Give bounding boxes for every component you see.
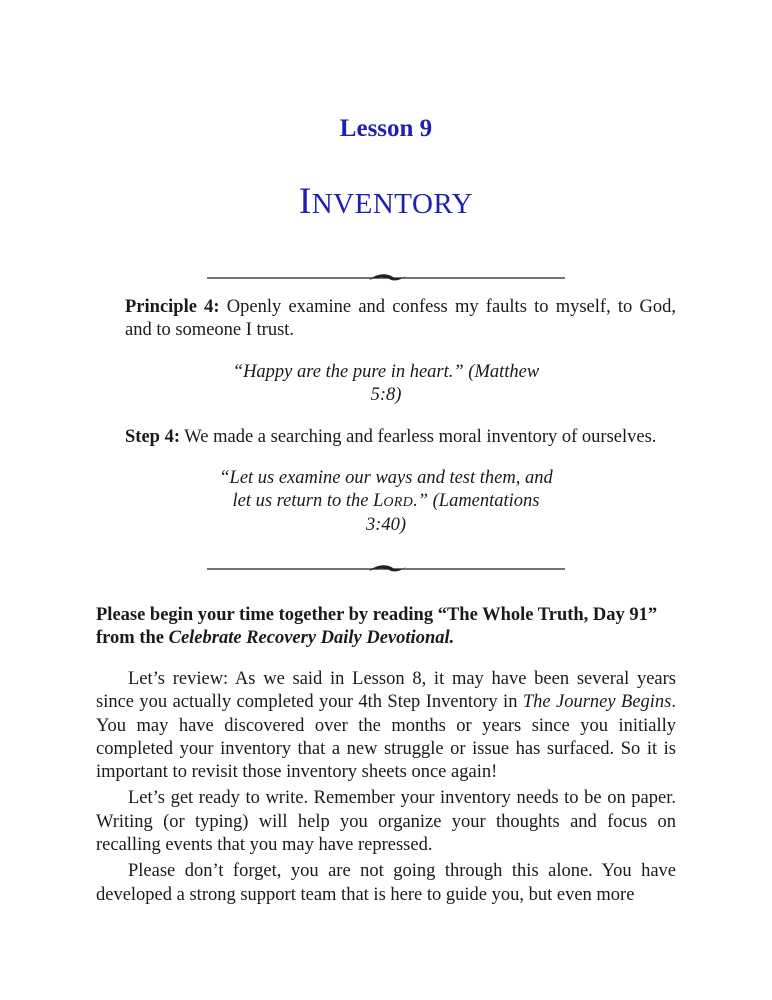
page-title [0, 180, 772, 223]
reading-instruction [96, 604, 676, 650]
quote2-lord-smallcaps: ORD [383, 495, 414, 510]
step-text: We made a searching and fearless moral inventory of ourselves. [180, 427, 657, 447]
ornamental-divider-bottom [207, 562, 565, 576]
step-4 [125, 426, 685, 449]
quote1-line1: “Happy are the pure in heart.” (Matthew [232, 362, 540, 382]
paragraph-review [96, 668, 676, 784]
p1-text-b: . You may have discovered over the months or years since you initially completed your inventory that a new struggle or issue has surfaced. So it is important to revisit those inventory sheets once again! [96, 692, 676, 783]
quote2-line2-pre: let us return to the L [232, 491, 384, 511]
ornamental-divider-top [207, 271, 565, 285]
instruction-book-title: Celebrate Recovery Daily Devotional. [168, 628, 455, 648]
principle-label: Principle 4: [125, 297, 220, 317]
title-first-letter: I [298, 181, 312, 222]
quote-lamentations [0, 467, 772, 537]
instruction-text: Please begin your time together by reading “The Whole Truth, Day 91” from the [96, 605, 658, 648]
lesson-label: Lesson 9 [339, 115, 433, 142]
principle-text: Openly examine and confess my faults to myself, to God, and to someone I trust. [125, 297, 676, 340]
paragraph-support: Please don’t forget, you are not going through this alone. You have developed a strong support team that is here to guide you, but even more [96, 861, 676, 905]
quote2-line1: “Let us examine our ways and test them, and [219, 468, 553, 488]
p1-book-title: The Journey Begins [522, 692, 672, 713]
body-text [96, 668, 676, 910]
principle-4 [125, 296, 676, 342]
step-label: Step 4: [125, 427, 180, 447]
p1-text-a: Let’s review: As we said in Lesson 8, it may have been several years since you actually completed your 4th Step Inventory in [96, 669, 676, 713]
quote2-line3: 3:40) [365, 515, 407, 535]
quote2-line2-post: .” (Lamentations [413, 491, 540, 511]
paragraph-write: Let’s get ready to write. Remember your inventory needs to be on paper. Writing (or typing) will help you organize your thoughts and focus on recalling events that you may have repressed. [96, 788, 676, 856]
title-rest: NVENTORY [311, 188, 474, 220]
quote1-line2: 5:8) [370, 385, 402, 405]
quote-matthew [0, 361, 772, 407]
